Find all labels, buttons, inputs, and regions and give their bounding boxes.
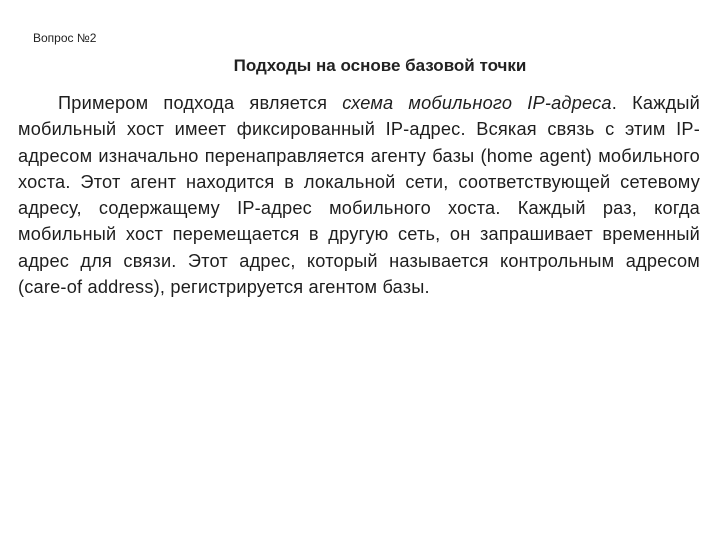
body-paragraph <box>18 90 700 300</box>
body-text <box>18 90 700 300</box>
paragraph-term: схема мобильного IP-адреса <box>342 93 612 113</box>
question-label: Вопрос №2 <box>33 31 97 45</box>
paragraph-rest: . Каждый мобильный хост имеет фиксированный IP-адрес. Всякая связь с этим IP-адресом изначально перенаправляется агенту базы (home agent) мобильного хоста. Этот агент находится в локальной сети, соответствующей сетевому адресу, содержащему IP-адрес мобильного хоста. Каждый раз, когда мобильный хост перемещается в другую сеть, он запрашивает временный адрес для связи. Этот адрес, который называется контрольным адресом (care-of address), регистрируется агентом базы. <box>18 93 701 298</box>
paragraph-intro: Примером подхода является <box>58 93 343 113</box>
slide-title: Подходы на основе базовой точки <box>233 56 527 75</box>
